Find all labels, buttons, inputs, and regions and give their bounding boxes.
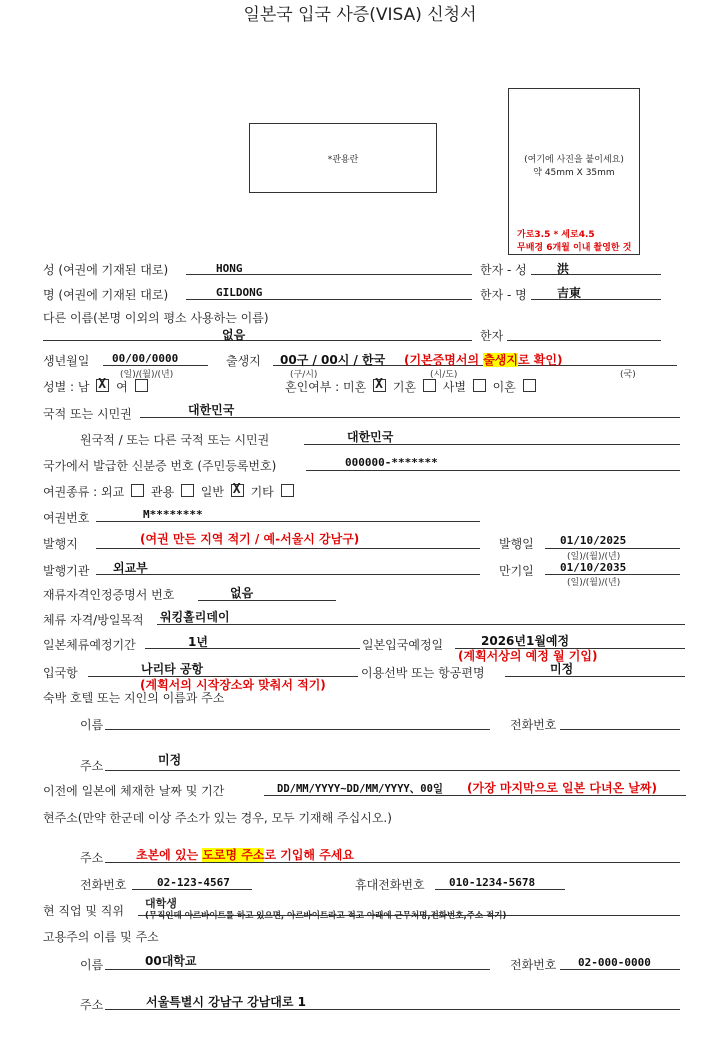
port-field[interactable]: 나리타 공항 [141, 662, 204, 676]
employer-name-label: 이름 [80, 958, 104, 972]
employer-address-label: 주소 [80, 998, 104, 1012]
hanja-surname-line [531, 274, 661, 275]
given-name-label: 명 (여권에 기재된 대로) [43, 288, 169, 302]
authority-line [96, 574, 480, 575]
occupation-label: 현 직업 및 직위 [43, 904, 124, 918]
purpose-field[interactable]: 워킹홀리데이 [160, 610, 230, 624]
hotel-address-field[interactable]: 미정 [158, 753, 182, 767]
marital-widowed-label: 사별 [442, 380, 466, 394]
port-label: 입국항 [43, 666, 78, 680]
coe-label: 재류자격인정증명서 번호 [43, 588, 175, 602]
authority-label: 발행기관 [43, 564, 90, 578]
entry-date-label: 일본입국예정일 [362, 638, 444, 652]
issue-place-field[interactable]: (여권 만든 지역 적기 / 예-서울시 강남구) [140, 532, 360, 546]
coe-line [198, 600, 336, 601]
photo-size: 약 45mm X 35mm [533, 168, 615, 178]
former-nationality-label: 원국적 / 또는 다른 국적 또는 시민권 [80, 433, 270, 447]
current-address-addr-label: 주소 [80, 851, 104, 865]
id-number-line [306, 470, 680, 471]
sex-female-checkbox[interactable] [135, 379, 148, 392]
previous-stay-note: (가장 마지막으로 일본 다녀온 날짜) [467, 781, 657, 795]
birth-country-format: (국) [620, 370, 636, 380]
hanja-surname-label: 한자 - 성 [480, 263, 527, 277]
passport-number-field[interactable]: M******** [143, 508, 203, 521]
authority-field[interactable]: 외교부 [113, 561, 148, 575]
expiry-date-format: (일)/(월)/(년) [567, 578, 621, 588]
expiry-date-field[interactable]: 01/10/2035 [560, 561, 627, 574]
hanja-given-field[interactable]: 吉東 [557, 286, 582, 300]
expiry-date-label: 만기일 [499, 564, 534, 578]
id-number-label: 국가에서 발급한 신분증 번호 (주민등록번호) [43, 459, 277, 473]
stay-period-line [145, 648, 360, 649]
passport-number-line [96, 521, 480, 522]
nationality-label: 국적 또는 시민권 [43, 407, 132, 421]
current-tel-line [132, 889, 252, 890]
stay-period-label: 일본체류예정기간 [43, 638, 136, 652]
nationality-field[interactable]: 대한민국 [188, 403, 235, 417]
issue-date-field[interactable]: 01/10/2025 [560, 534, 627, 547]
hanja-given-line [531, 299, 661, 300]
sex-group [43, 378, 151, 395]
office-use-label: *관용란 [327, 155, 359, 165]
birth-date-label: 생년월일 [43, 354, 90, 368]
current-address-label: 현주소(만약 한군데 이상 주소가 있는 경우, 모두 기재해 주십시오.) [43, 811, 392, 825]
mobile-label: 휴대전화번호 [355, 878, 425, 892]
employer-tel-label: 전화번호 [510, 958, 557, 972]
hotel-address-label: 주소 [80, 759, 104, 773]
previous-stay-label: 이전에 일본에 체재한 날짜 및 기간 [43, 784, 225, 798]
birth-date-field[interactable]: 00/00/0000 [112, 352, 179, 365]
form-title: 일본국 입국 사증(VISA) 신청서 [243, 5, 477, 25]
hanja-surname-field[interactable]: 洪 [557, 262, 570, 276]
marital-group [285, 378, 539, 395]
passport-ordinary-checkbox[interactable] [231, 484, 244, 497]
current-tel-field[interactable]: 02-123-4567 [157, 876, 230, 889]
ship-label: 이용선박 또는 항공편명 [361, 666, 485, 680]
current-address-field[interactable]: 초본에 있는 도로명 주소로 기입해 주세요 [136, 848, 354, 862]
hanja-other-label: 한자 [480, 329, 504, 343]
port-note: (계획서의 시작장소와 맞춰서 적기) [140, 678, 326, 692]
hanja-given-label: 한자 - 명 [480, 288, 527, 302]
surname-field[interactable]: HONG [216, 262, 243, 275]
other-names-label: 다른 이름(본명 이외의 평소 사용하는 이름) [43, 311, 269, 325]
sex-male-checkbox[interactable] [96, 379, 109, 392]
issue-place-line [96, 548, 480, 549]
marital-married-label: 기혼 [392, 380, 417, 394]
passport-other-label: 기타 [250, 485, 274, 499]
purpose-line [157, 624, 685, 625]
birth-place-field[interactable]: 00구 / 00시 / 한국 [280, 353, 386, 367]
photo-note-background: 무배경 6개월 이내 촬영한 것 [517, 243, 632, 253]
birth-date-format: (일)/(월)/(년) [120, 370, 174, 380]
photo-instruction: (여기에 사진을 붙이세요) [524, 155, 624, 165]
passport-number-label: 여권번호 [43, 511, 90, 525]
hotel-tel-label: 전화번호 [510, 718, 557, 732]
passport-diplomatic-checkbox[interactable] [131, 484, 144, 497]
birth-place-note: (기본증명서의 출생지로 확인) [404, 353, 563, 367]
employer-label: 고용주의 이름 및 주소 [43, 930, 159, 944]
marital-divorced-checkbox[interactable] [523, 379, 536, 392]
employer-tel-field[interactable]: 02-000-0000 [578, 956, 651, 969]
purpose-label: 체류 자격/방일목적 [43, 613, 144, 627]
current-tel-label: 전화번호 [80, 878, 127, 892]
previous-stay-field[interactable]: DD/MM/YYYY~DD/MM/YYYY、00일 [277, 783, 444, 795]
hotel-address-line [105, 770, 680, 771]
passport-type-label: 여권종류 : 외교 [43, 485, 125, 499]
hotel-name-label: 이름 [80, 718, 104, 732]
issue-place-label: 발행지 [43, 537, 78, 551]
sex-label: 성별 : 남 [43, 380, 90, 394]
passport-type-group [43, 483, 297, 500]
mobile-line [435, 889, 565, 890]
passport-ordinary-label: 일반 [200, 485, 224, 499]
marital-divorced-label: 이혼 [492, 380, 516, 394]
former-nationality-field[interactable]: 대한민국 [347, 430, 394, 444]
photo-note-size: 가로3.5 * 세로4.5 [517, 230, 595, 240]
surname-label: 성 (여권에 기재된 대로) [43, 263, 169, 277]
hanja-other-line [507, 340, 661, 341]
passport-other-checkbox[interactable] [281, 484, 294, 497]
marital-label: 혼인여부 : 미혼 [285, 380, 367, 394]
office-use-box [249, 123, 437, 193]
employer-address-field[interactable]: 서울특별시 강남구 강남대로 1 [146, 995, 306, 1009]
entry-date-note: (계획서상의 예정 월 기입) [458, 649, 598, 663]
passport-official-checkbox[interactable] [181, 484, 194, 497]
employer-tel-line [560, 969, 680, 970]
stay-period-field[interactable]: 1년 [188, 635, 208, 649]
birth-city-format: (구/시) [290, 370, 318, 380]
photo-box[interactable] [508, 88, 640, 255]
mobile-field[interactable]: 010-1234-5678 [449, 876, 536, 889]
marital-widowed-checkbox[interactable] [473, 379, 486, 392]
issue-date-label: 발행일 [499, 537, 534, 551]
hotel-tel-line[interactable] [560, 729, 680, 730]
other-names-field[interactable]: 없음 [222, 328, 246, 342]
sex-female-label: 여 [116, 380, 128, 394]
hotel-label: 숙박 호텔 또는 지인의 이름과 주소 [43, 691, 225, 705]
marital-single-checkbox[interactable] [373, 379, 386, 392]
employer-name-line [105, 969, 490, 970]
entry-date-field[interactable]: 2026년1월예정 [481, 634, 570, 648]
passport-official-label: 관용 [150, 485, 175, 499]
hotel-name-line[interactable] [105, 729, 490, 730]
marital-married-checkbox[interactable] [423, 379, 436, 392]
other-names-line [43, 340, 472, 341]
ship-line [505, 676, 685, 677]
employer-name-field[interactable]: 00대학교 [145, 954, 197, 968]
birth-date-line [103, 365, 208, 366]
ship-field[interactable]: 미정 [550, 662, 574, 676]
given-name-line [186, 299, 472, 300]
birth-province-format: (시/도) [430, 370, 458, 380]
occupation-note: (무직인데 아르바이트를 하고 있으면, 아르바이트라고 적고 아래에 근무처명,전화번호,주소 적기) [145, 911, 507, 921]
coe-field[interactable]: 없음 [230, 586, 254, 600]
issue-date-format: (일)/(월)/(년) [567, 552, 621, 562]
id-number-field[interactable]: 000000-******* [345, 456, 438, 469]
given-name-field[interactable]: GILDONG [216, 286, 263, 299]
birth-place-label: 출생지 [226, 354, 261, 368]
occupation-field[interactable]: 대학생 [145, 897, 177, 910]
